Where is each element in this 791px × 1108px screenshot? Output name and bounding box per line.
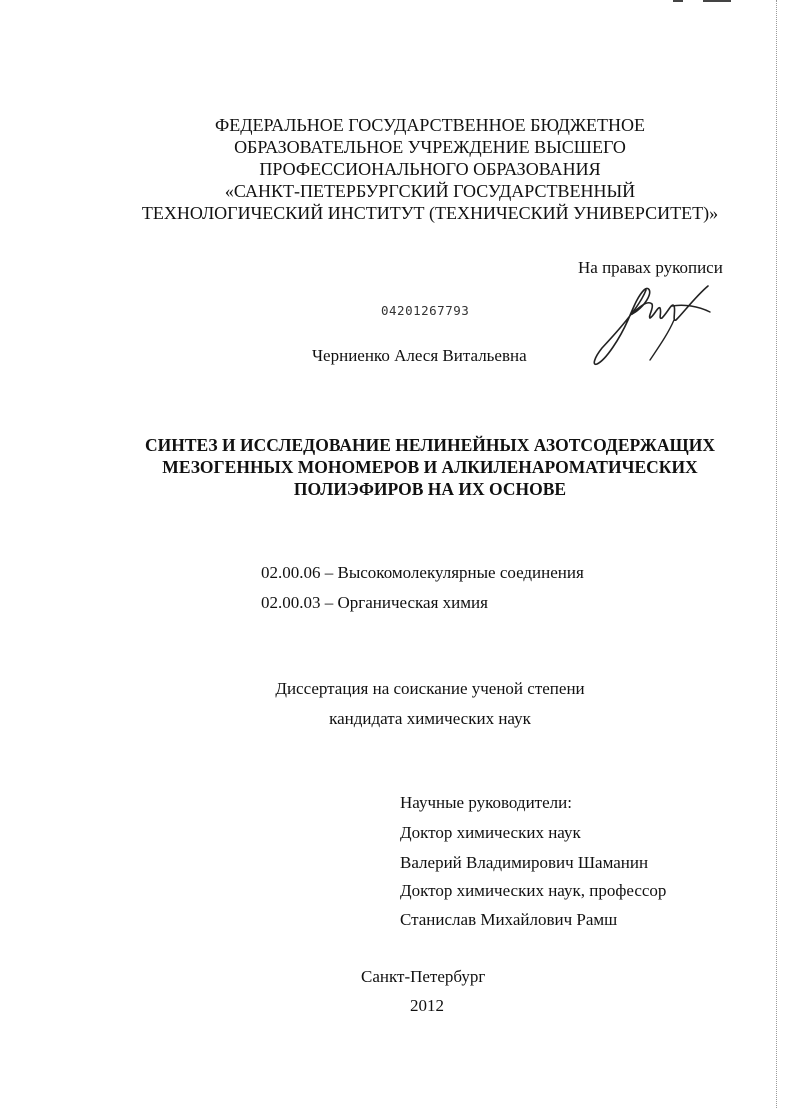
supervisor-2-name: Станислав Михайлович Рамш — [400, 910, 618, 929]
supervisors-heading: Научные руководители: — [400, 793, 572, 812]
manuscript-rights: На правах рукописи — [578, 258, 723, 277]
city: Санкт-Петербург — [361, 967, 486, 986]
supervisor-1-degree: Доктор химических наук — [400, 823, 581, 842]
author-name: Черниенко Алеся Витальевна — [312, 346, 527, 365]
specialty-2: 02.00.03 – Органическая химия — [261, 593, 488, 612]
supervisor-1-name: Валерий Владимирович Шаманин — [400, 853, 649, 872]
title-line-2: МЕЗОГЕННЫХ МОНОМЕРОВ И АЛКИЛЕНАРОМАТИЧЕСКИХ — [162, 457, 698, 477]
scan-edge-mark — [703, 0, 731, 2]
institution-line-2: ОБРАЗОВАТЕЛЬНОЕ УЧРЕЖДЕНИЕ ВЫСШЕГО — [234, 137, 626, 157]
institution-line-3: ПРОФЕССИОНАЛЬНОГО ОБРАЗОВАНИЯ — [259, 159, 601, 179]
dissertation-degree-line-1: Диссертация на соискание ученой степени — [275, 679, 585, 698]
registration-stamp: 04201267793 — [381, 303, 470, 318]
year: 2012 — [410, 996, 444, 1015]
author-signature — [588, 276, 718, 376]
institution-header — [60, 114, 791, 224]
institution-line-4: «САНКТ-ПЕТЕРБУРГСКИЙ ГОСУДАРСТВЕННЫЙ — [224, 181, 636, 201]
dissertation-degree-line-2: кандидата химических наук — [329, 709, 531, 728]
institution-line-1: ФЕДЕРАЛЬНОЕ ГОСУДАРСТВЕННОЕ БЮДЖЕТНОЕ — [215, 115, 645, 135]
title-line-3: ПОЛИЭФИРОВ НА ИХ ОСНОВЕ — [293, 479, 567, 499]
institution-line-5: ТЕХНОЛОГИЧЕСКИЙ ИНСТИТУТ (ТЕХНИЧЕСКИЙ УНИВЕРСИТЕТ)» — [141, 203, 719, 223]
scan-edge-mark-small — [673, 0, 683, 2]
dissertation-title — [80, 434, 780, 500]
supervisor-2-degree: Доктор химических наук, профессор — [400, 881, 667, 900]
specialty-1: 02.00.06 – Высокомолекулярные соединения — [261, 563, 584, 582]
title-line-1: СИНТЕЗ И ИССЛЕДОВАНИЕ НЕЛИНЕЙНЫХ АЗОТСОДЕРЖАЩИХ — [144, 435, 716, 455]
